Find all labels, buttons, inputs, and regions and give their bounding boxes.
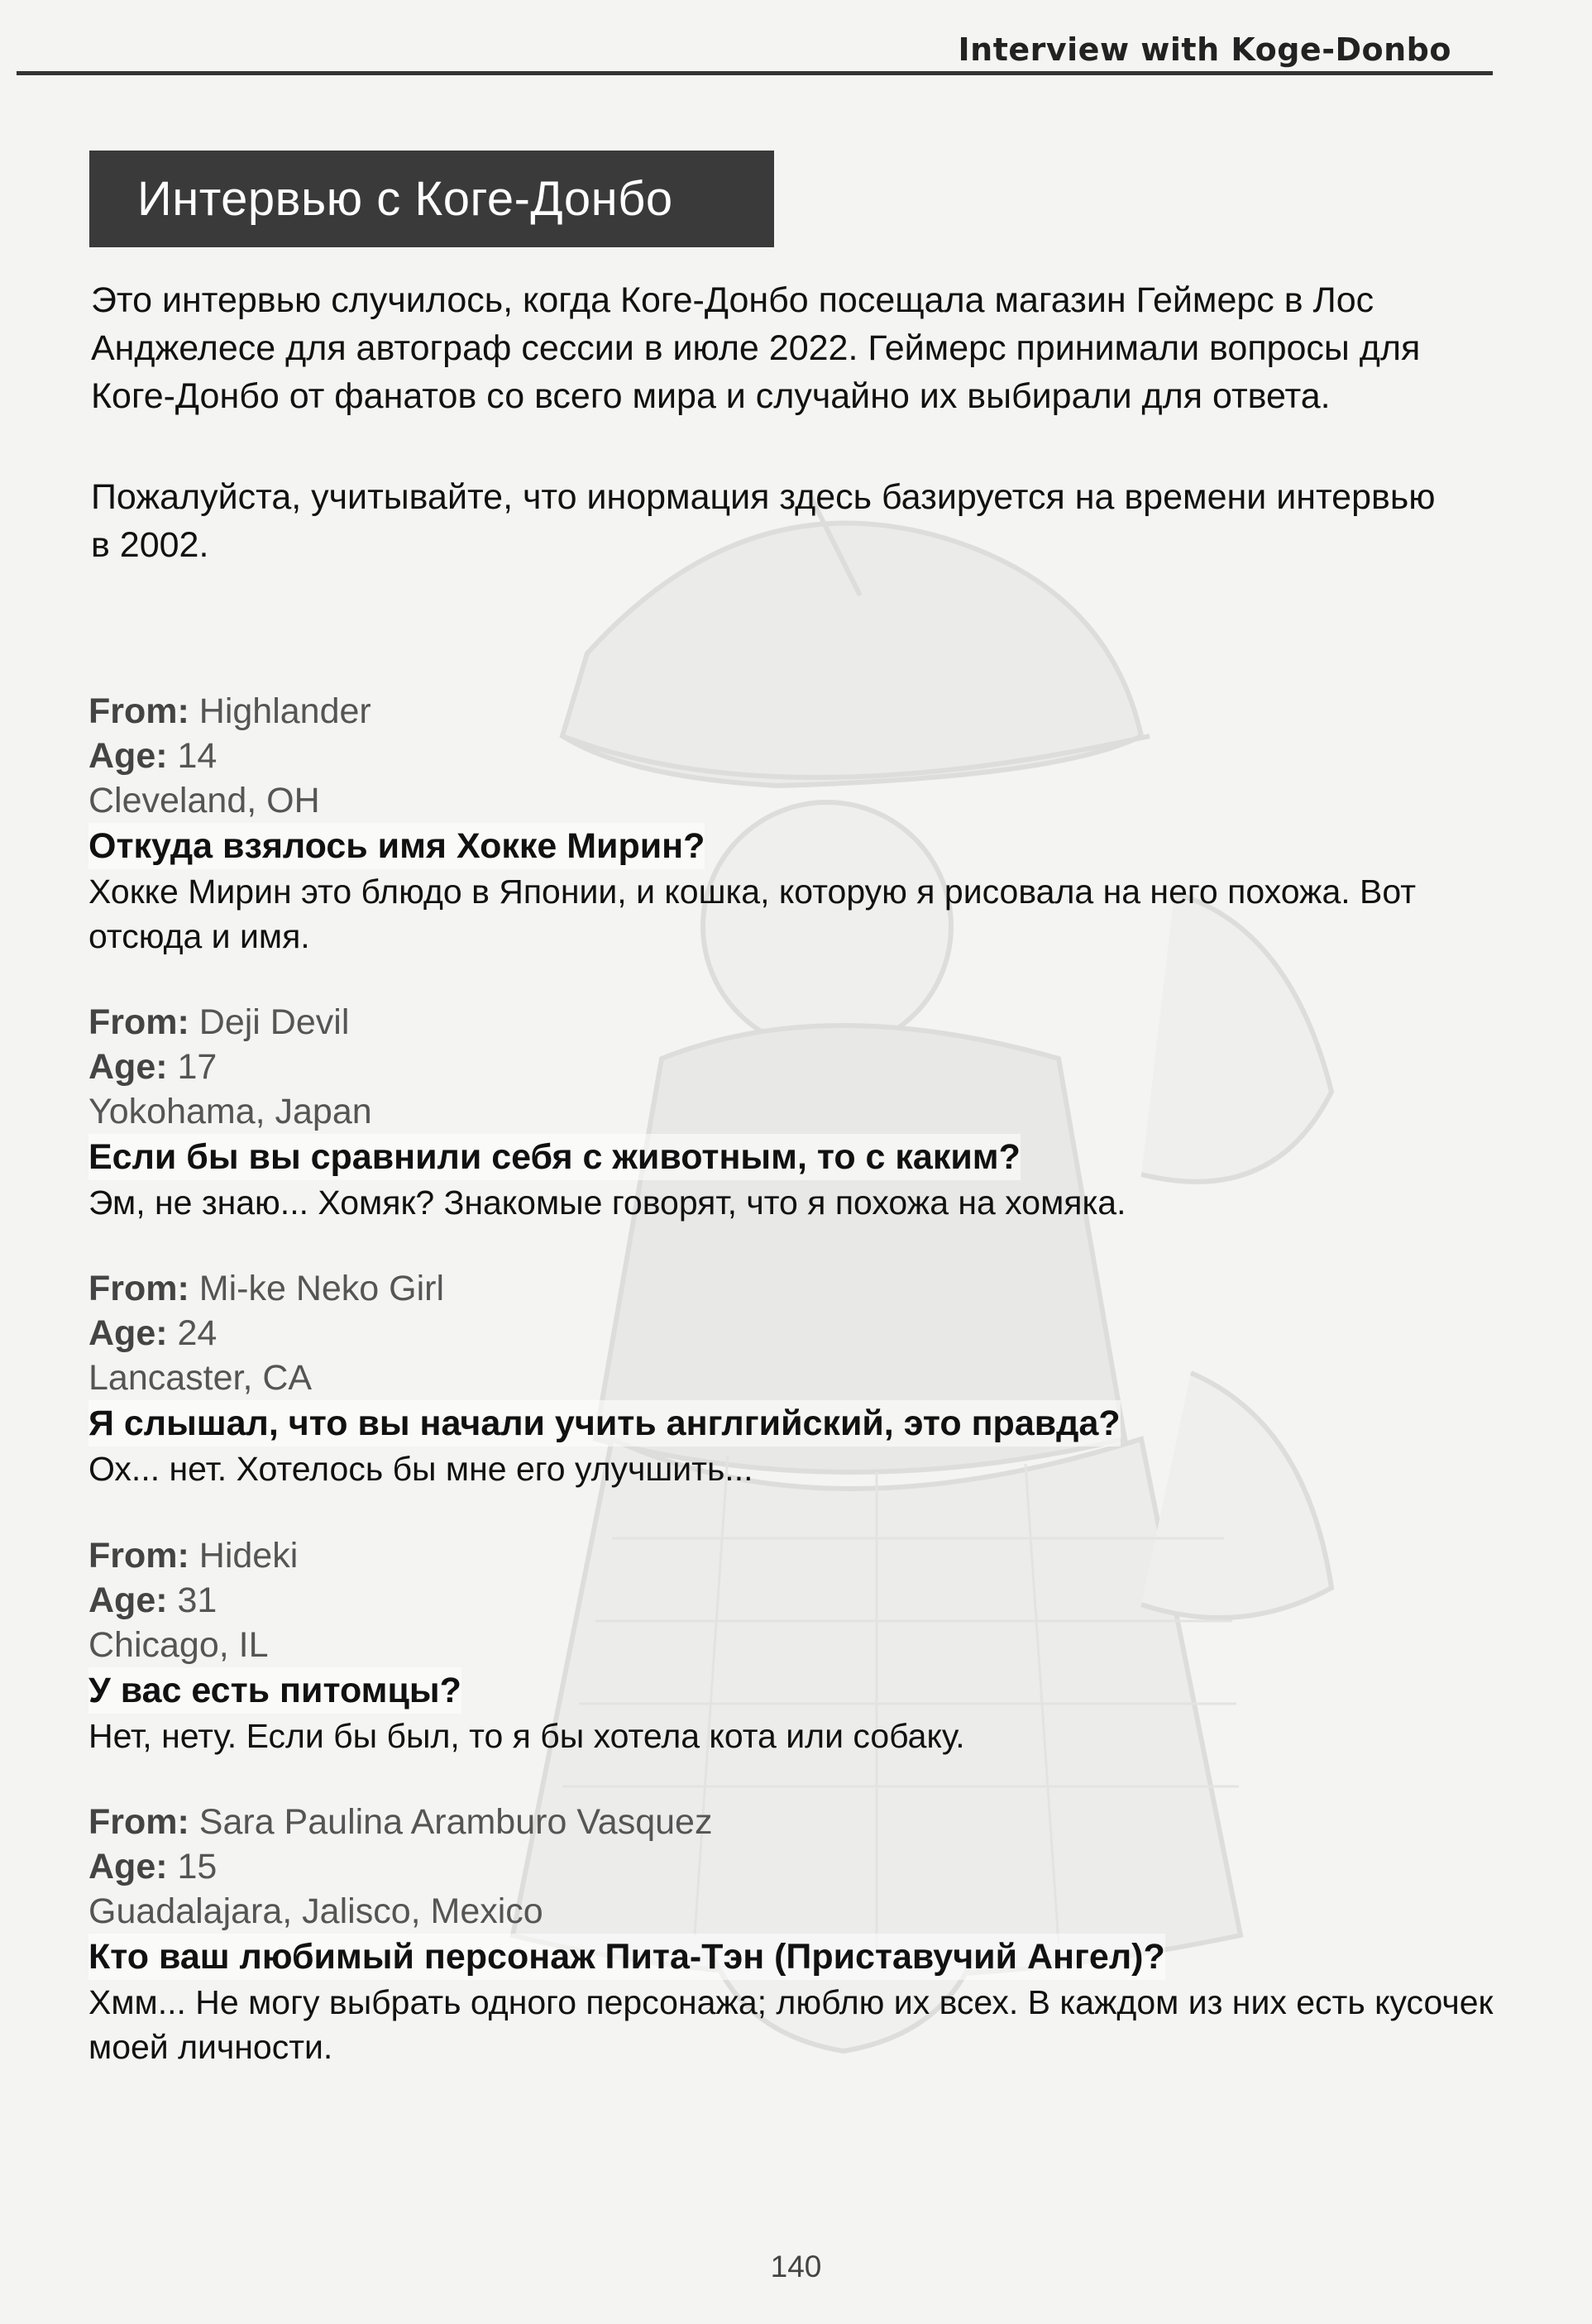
qa-location: Guadalajara, Jalisco, Mexico [88, 1891, 543, 1931]
qa-age [88, 1045, 1494, 1089]
age-value: 31 [177, 1580, 218, 1620]
qa-location: Chicago, IL [88, 1625, 269, 1665]
qa-question: Кто ваш любимый персонаж Пита-Тэн (Приставучий Ангел)? [88, 1934, 1165, 1980]
age-value: 14 [177, 736, 218, 776]
age-label: Age: [88, 1047, 168, 1087]
age-value: 15 [177, 1847, 218, 1886]
qa-item [88, 1533, 1494, 1758]
qa-item [88, 689, 1494, 959]
qa-from [88, 689, 1494, 734]
intro-text [91, 276, 1464, 622]
qa-location: Lancaster, CA [88, 1358, 313, 1398]
qa-age [88, 734, 1494, 778]
qa-from [88, 1266, 1494, 1311]
qa-answer: Ох... нет. Хотелось бы мне его улучшить... [88, 1450, 753, 1488]
age-value: 24 [177, 1313, 218, 1353]
qa-from [88, 1533, 1494, 1578]
from-name: Deji Devil [198, 1002, 350, 1042]
running-header: Interview with Koge-Donbo [958, 31, 1451, 68]
age-label: Age: [88, 1847, 168, 1886]
from-name: Hideki [198, 1536, 299, 1576]
intro-note: Пожалуйста, учитывайте, что инормация здесь базируется на времени интервью в 2002. [91, 477, 1436, 565]
from-label: From: [88, 1269, 189, 1308]
age-label: Age: [88, 1580, 168, 1620]
qa-question: У вас есть питомцы? [88, 1667, 461, 1714]
qa-answer: Хмм... Не могу выбрать одного персонажа; люблю их всех. В каждом из них есть кусочек моей личности. [88, 1983, 1494, 2066]
from-label: From: [88, 1002, 189, 1042]
header-rule [17, 71, 1493, 75]
qa-answer: Хокке Мирин это блюдо в Японии, и кошка, которую я рисовала на него похожа. Вот отсюда и имя. [88, 873, 1417, 955]
from-label: From: [88, 1802, 189, 1842]
from-name: Sara Paulina Aramburo Vasquez [198, 1802, 713, 1842]
qa-location: Yokohama, Japan [88, 1092, 372, 1131]
page-number: 140 [770, 2250, 822, 2283]
qa-answer: Нет, нету. Если бы был, то я бы хотела кота или собаку. [88, 1717, 965, 1755]
qa-age [88, 1311, 1494, 1356]
intro-paragraph: Это интервью случилось, когда Коге-Донбо посещала магазин Геймерс в Лос Анджелесе для автограф сессии в июле 2022. Геймерс принимали вопросы для Коге-Донбо от фанатов со всего мира и случайно их выбирали для ответа. [91, 280, 1421, 416]
qa-location: Cleveland, OH [88, 781, 320, 820]
qa-age [88, 1578, 1494, 1623]
age-label: Age: [88, 1313, 168, 1353]
from-label: From: [88, 691, 189, 731]
qa-question: Откуда взялось имя Хокке Мирин? [88, 823, 705, 869]
from-name: Mi-ke Neko Girl [198, 1269, 445, 1308]
qa-item [88, 1800, 1494, 2069]
qa-from [88, 1800, 1494, 1844]
qa-question: Я слышал, что вы начали учить англгийский, это правда? [88, 1400, 1121, 1447]
from-label: From: [88, 1536, 189, 1576]
age-value: 17 [177, 1047, 218, 1087]
qa-item [88, 1000, 1494, 1225]
page-title: Интервью с Коге-Донбо [137, 172, 673, 226]
qa-from [88, 1000, 1494, 1045]
from-name: Highlander [198, 691, 371, 731]
qa-question: Если бы вы сравнили себя с животным, то с каким? [88, 1134, 1021, 1180]
age-label: Age: [88, 736, 168, 776]
qa-item [88, 1266, 1494, 1491]
title-banner [89, 151, 774, 247]
qa-answer: Эм, не знаю... Хомяк? Знакомые говорят, что я похожа на хомяка. [88, 1184, 1126, 1222]
qa-age [88, 1844, 1494, 1889]
